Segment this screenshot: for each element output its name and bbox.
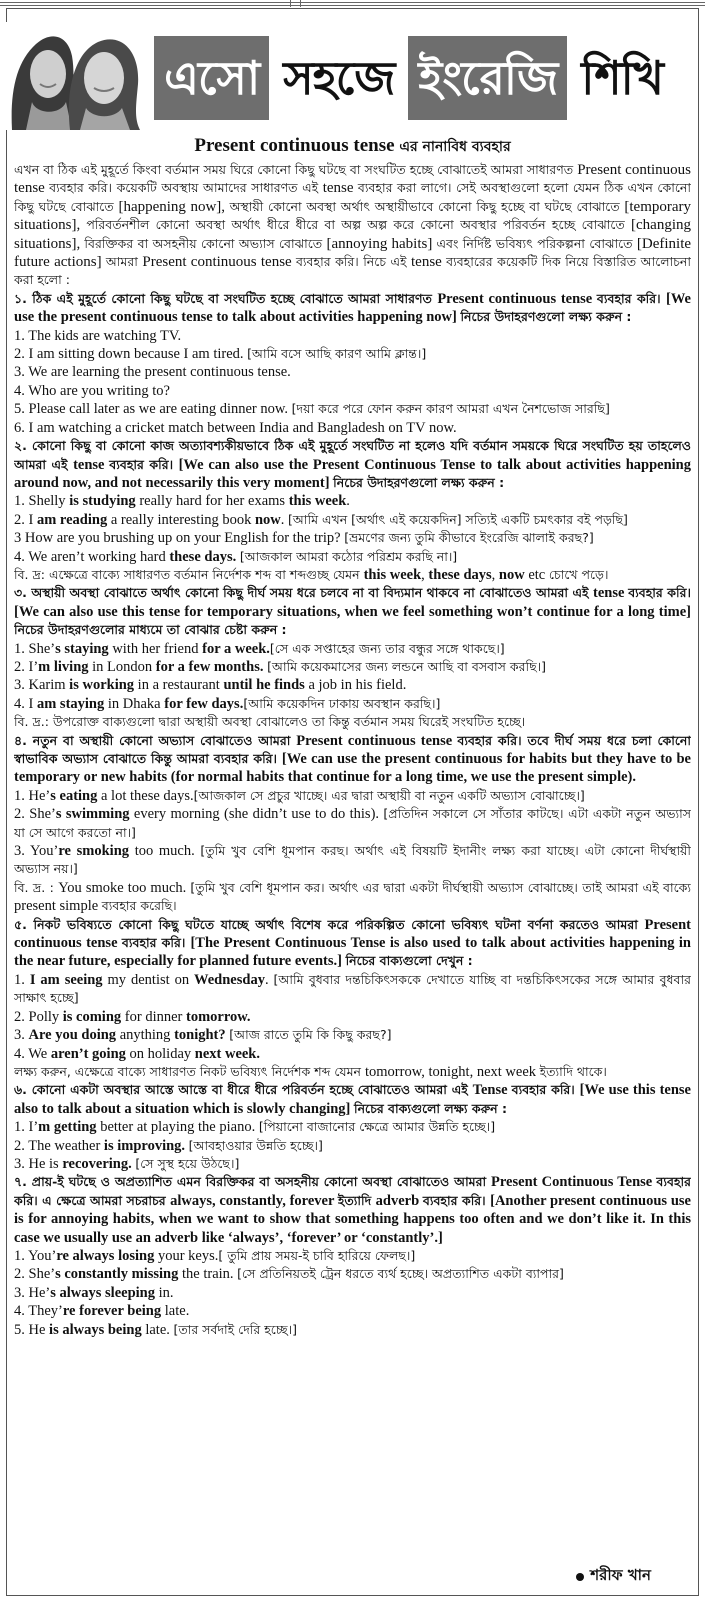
section-heading: [14, 916, 691, 971]
text-run: 2. She’: [14, 806, 56, 823]
text-run: Present continuous tense: [14, 162, 691, 197]
example-line: [14, 382, 691, 400]
text-run: ,: [421, 566, 429, 583]
text-run: [আমি বুধবার দন্তচিকিৎসককে দেখাতে যাচ্ছি বা দন্তচিকিৎসকের সঙ্গে আমার বুধবার সাক্ষাৎ হচ্ছে]: [14, 971, 691, 1006]
banner-word-4: শিখি: [571, 36, 673, 120]
section-heading: [14, 1081, 691, 1118]
example-line: [14, 327, 691, 345]
section-heading: [14, 1173, 691, 1247]
text-run: always, constantly, forever: [170, 1192, 338, 1209]
text-run: 6. I am watching a cricket match between India and Bangladesh on TV now.: [14, 419, 457, 436]
text-run: is improving.: [103, 1137, 186, 1154]
text-run: ৫. নিকট ভবিষ্যতে কোনো কিছু ঘটতে যাচ্ছে অর্থাৎ বিশেষ করে পরিকল্পিত কোনো ভবিষ্যৎ ঘটনা বর্ণনা করতেও আমরা: [14, 916, 645, 932]
title-bengali: এর নানাবিধ ব্যবহার: [399, 139, 511, 155]
text-run: [আজকাল সে প্রচুর খাচ্ছে। এর দ্বারা অস্থায়ী বা নতুন একটি অভ্যাস বোঝাচ্ছে।]: [193, 787, 585, 803]
text-run: for dinner: [121, 1008, 186, 1025]
text-run: aren’t going: [50, 1045, 126, 1062]
example-line: [14, 1155, 691, 1173]
example-line: [14, 419, 691, 437]
text-run: Tense: [472, 1082, 512, 1099]
text-run: now: [498, 566, 525, 583]
text-run: [We use this tense also to talk about a situation which is slowly changing]: [14, 1082, 691, 1117]
text-run: ব্যবহার করেছি।: [101, 898, 177, 914]
text-run: tense: [593, 585, 629, 602]
text-run: 3.: [14, 1027, 29, 1044]
text-run: [আমি এখন [অর্থাৎ এই কয়েকদিন] সত্যিই একটি চমৎকার বই পড়ছি]: [288, 511, 628, 527]
text-run: etc: [524, 566, 549, 583]
example-line: [14, 842, 691, 879]
text-run: 2. I am sitting down because I am tired.: [14, 346, 248, 363]
text-run: 1. Shelly: [14, 493, 70, 510]
text-run: your keys.: [154, 1247, 219, 1264]
text-run: লক্ষ্য করুন, এক্ষেত্রে বাক্যে সাধারণত নিকট ভবিষ্যৎ নির্দেশক শব্দ যেমন: [14, 1063, 365, 1079]
example-line: [14, 787, 691, 805]
text-run: these days.: [169, 548, 237, 565]
text-run: for a week.: [202, 640, 270, 657]
example-line: [14, 1284, 691, 1302]
example-line: [14, 971, 691, 1008]
text-run: next week.: [194, 1045, 261, 1062]
text-run: 4. We: [14, 1045, 51, 1062]
text-run: [আজকাল আমরা কঠোর পরিশ্রম করছি না।]: [239, 548, 458, 564]
text-run: 5. Please call later as we are eating dinner now.: [14, 401, 292, 418]
top-rule: [0, 2, 705, 6]
text-run: 3. We are learning the present continuous tense.: [14, 364, 291, 381]
text-run: 3. He’: [14, 1284, 51, 1301]
text-run: a job in his field.: [304, 677, 407, 694]
author-name: শরীফ খান: [590, 1566, 651, 1584]
text-run: is working: [69, 677, 135, 694]
text-run: ব্যবহার করি। এ ক্ষেত্রে আমরা সচরাচর: [14, 1174, 691, 1208]
text-run: 1.: [14, 971, 30, 988]
text-run: 5. He: [14, 1321, 50, 1338]
text-run: every morning (she didn’t use to do this).: [129, 806, 384, 823]
text-run: পরিবর্তনশীল কোনো অবস্থা অর্থাৎ ধীরে ধীরে বা অল্প অল্প করে কোনো অবস্থার পরিবর্তন হচ্ছে বোঝাতে: [86, 217, 632, 233]
text-run: s constantly missing: [55, 1266, 179, 1283]
example-line: [14, 1045, 691, 1063]
intro-paragraph: [14, 161, 691, 290]
text-run: my dentist on: [102, 971, 195, 988]
text-run: I am seeing: [29, 971, 103, 988]
text-run: 2. Polly: [14, 1008, 63, 1025]
text-run: [The Present Continuous Tense is also used to talk about activities happening in the near future, especially for planned future events.]: [14, 935, 691, 970]
example-line: [14, 1247, 691, 1265]
title-english: Present continuous tense: [194, 135, 395, 156]
text-run: বি. দ্র: এক্ষেত্রে বাক্যে সাধারণত বর্তমান নির্দেশক শব্দ বা শব্দগুচ্ছ যেমন: [14, 566, 364, 582]
section-heading: [14, 732, 691, 787]
text-run: a really interesting book: [107, 511, 255, 528]
example-line: [14, 805, 691, 842]
text-run: 1. He’: [14, 787, 51, 804]
text-run: tomorrow.: [185, 1008, 251, 1025]
article-body: [14, 134, 691, 1564]
text-run: আমরা: [105, 254, 143, 270]
text-run: ব্যবহার করি।: [121, 935, 191, 951]
text-run: [আমি বসে আছি কারণ আমি ক্লান্ত।]: [247, 346, 427, 362]
text-run: নিচের বাক্যগুলো দেখুন :: [345, 953, 473, 969]
text-run: [আবহাওয়ার উন্নতি হচ্ছে।]: [188, 1137, 323, 1153]
example-line: [14, 1302, 691, 1320]
text-run: am reading: [36, 511, 108, 528]
text-run: in London: [88, 658, 156, 675]
example-line: [14, 1265, 691, 1283]
text-run: ১. ঠিক এই মুহূর্তে কোনো কিছু ঘটছে বা সংঘটিত হচ্ছে বোঝাতে আমরা সাধারণত: [14, 290, 438, 306]
text-run: অস্থায়ী কোনো অবস্থা অর্থাৎ অস্থায়ীভাবে কোনো কিছু হচ্ছে বা ঘটছে বোঝাতে: [229, 198, 625, 214]
section-heading: [14, 290, 691, 327]
section-heading: [14, 437, 691, 492]
text-run: 4. We aren’t working hard: [14, 548, 170, 565]
text-run: ব্যবহার করি।: [628, 585, 691, 601]
text-run: ব্যবহার করি। তবে দীর্ঘ সময় ধরে চলা কোনো স্বাভাবিক অভ্যাস বোঝাতে কিন্তু আমরা ব্যবহার করি।: [14, 732, 691, 766]
text-run: নিচের উদাহরণগুলো লক্ষ্য করুন :: [460, 309, 632, 325]
text-run: [Another present continuous use is for annoying habits, when we want to show that something happens too often and we don’t like it. In this case we usually use an adverb like ‘always’, ‘forever’ or ‘constantly’.]: [14, 1192, 691, 1246]
text-run: 4. They’: [14, 1303, 63, 1320]
text-run: [We use the present continuous tense to talk about activities happening now]: [14, 290, 691, 326]
text-run: Present continuous tense: [437, 290, 597, 307]
text-run: 1. You’: [14, 1247, 57, 1264]
text-run: [আজ রাতে তুমি কি কিছু করছ?]: [229, 1027, 392, 1043]
text-run: too much.: [129, 843, 201, 860]
text-run: tense: [73, 456, 110, 473]
example-line: [14, 1063, 691, 1081]
text-run: these days: [428, 566, 492, 583]
banner-word-1: এসো: [154, 36, 269, 120]
text-run: recovering.: [62, 1155, 132, 1172]
example-line: [14, 548, 691, 566]
text-run: 4. Who are you writing to?: [14, 382, 170, 399]
section-heading: [14, 584, 691, 639]
text-run: ব্যবহার করি।: [511, 1082, 580, 1098]
text-run: বি. দ্র. :: [14, 879, 59, 895]
text-run: late.: [161, 1303, 190, 1320]
text-run: ব্যবহার করি। কয়েকটি অবস্থায় আমাদের সাধারণত এই: [49, 180, 323, 196]
text-run: এবং নির্দিষ্ট ভবিষ্যৎ পরিকল্পনা বোঝাতে: [436, 235, 637, 251]
text-run: better at playing the piano.: [96, 1119, 259, 1136]
text-run: this week: [363, 566, 422, 583]
text-run: [We can also use this tense for temporary situations, when we feel something won’t continue for a long time]: [14, 603, 691, 620]
example-line: [14, 676, 691, 694]
banner-word-3: ইংরেজি: [408, 36, 567, 120]
text-run: ৩. অস্থায়ী অবস্থা বোঝাতে অর্থাৎ কোনো কিছু দীর্ঘ সময় ধরে চলবে না বা বিদ্যমান থাকবে না বোঝাতেও আমরা এই: [14, 585, 594, 601]
example-line: [14, 713, 691, 731]
text-run: adverb: [375, 1192, 423, 1209]
text-run: am staying: [36, 695, 105, 712]
text-run: in a restaurant: [134, 677, 224, 694]
text-run: Present continuous tense: [14, 916, 691, 952]
text-run: এখন বা ঠিক এই মুহূর্তে কিংবা বর্তমান সময় ঘিরে কোনো কিছু ঘটছে বা সংঘটিত হচ্ছে বোঝাতেই আমরা সাধারণত: [14, 162, 578, 177]
text-run: .: [280, 511, 289, 528]
text-run: [ভ্রমণের জন্য তুমি কীভাবে ইংরেজি ঝালাই করছ?]: [344, 530, 594, 546]
text-run: [পিয়ানো বাজানোর ক্ষেত্রে আমার উন্নতি হচ্ছে।]: [258, 1119, 496, 1135]
header: [6, 12, 699, 130]
example-line: [14, 345, 691, 363]
text-run: ব্যবহারের কয়েকটি দিক নিয়ে বিস্তারিত আলোচনা করা হলো :: [14, 254, 691, 288]
text-run: .: [346, 493, 350, 510]
text-run: [সে প্রতিনিয়তই ট্রেন ধরতে ব্যর্থ হচ্ছে। অপ্রত্যাশিত একটা ব্যাপার]: [237, 1266, 564, 1282]
text-run: 3 How are you brushing up on your English for the trip?: [14, 530, 345, 547]
text-run: is studying: [69, 493, 136, 510]
text-run: is coming: [62, 1008, 122, 1025]
text-run: .: [264, 971, 274, 988]
text-run: [annoying habits]: [326, 235, 437, 252]
text-run: You smoke too much.: [58, 879, 191, 896]
example-line: [14, 1026, 691, 1044]
example-line: [14, 492, 691, 510]
text-run: the train.: [178, 1266, 238, 1283]
text-run: [ তুমি প্রায় সময়-ই চাবি হারিয়ে ফেলছ।]: [218, 1247, 416, 1263]
text-run: this week: [288, 493, 347, 510]
text-run: ব্যবহার করি।: [596, 290, 667, 306]
text-run: [changing situations],: [14, 217, 691, 252]
example-line: [14, 695, 691, 713]
example-line: [14, 1137, 691, 1155]
text-run: ২. কোনো কিছু বা কোনো কাজ অত্যাবশ্যকীয়ভাবে ঠিক এই মুহূর্তে সংঘটিত না হলেও যদি বর্তমান সময়কে ঘিরে সংঘটিত হয় তাহলেও আমরা এই: [14, 438, 691, 472]
text-run: Present continuous tense: [142, 254, 296, 271]
text-run: [সে সুস্থ হয়ে উঠছে।]: [135, 1155, 240, 1171]
text-run: 4. I: [14, 695, 37, 712]
text-run: on holiday: [125, 1045, 195, 1062]
text-run: late.: [141, 1321, 174, 1338]
text-run: present simple: [14, 898, 102, 915]
text-run: ৬. কোনো একটা অবস্থার আস্তে আস্তে বা ধীরে ধীরে পরিবর্তন হচ্ছে বোঝাতেও আমরা এই: [14, 1082, 473, 1098]
example-line: [14, 1008, 691, 1026]
text-run: in.: [155, 1284, 174, 1301]
text-run: ৪. নতুন বা অস্থায়ী কোনো অভ্যাস বোঝাতেও আমরা: [14, 732, 297, 748]
text-run: বি. দ্র.: উপরোক্ত বাক্যগুলো দ্বারা অস্থায়ী অবস্থা বোঝালেও তা কিন্তু বর্তমান সময় ঘিরেই সংঘটিত হচ্ছে।: [14, 714, 526, 730]
text-run: ইত্যাদি: [337, 1192, 376, 1208]
text-run: tense: [322, 180, 358, 197]
text-run: ব্যবহার করি।: [422, 1192, 491, 1208]
text-run: 2. I: [14, 511, 37, 528]
text-run: now: [254, 511, 281, 528]
text-run: tonight?: [174, 1027, 226, 1044]
text-run: for few days.: [164, 695, 244, 712]
text-run: [temporary situations],: [14, 198, 691, 234]
text-run: ইত্যাদি থাকে।: [539, 1063, 607, 1079]
top-rule-tick: [300, 0, 301, 7]
text-run: Present Continuous Tense: [491, 1174, 657, 1191]
example-line: [14, 640, 691, 658]
text-run: really hard for her exams: [135, 493, 289, 510]
text-run: Are you doing: [28, 1027, 117, 1044]
text-run: m living: [38, 658, 89, 675]
text-run: anything: [116, 1027, 175, 1044]
example-line: [14, 400, 691, 418]
text-run: [আমি কয়েকদিন ঢাকায় অবস্থান করছি।]: [243, 695, 441, 711]
text-run: ,: [491, 566, 499, 583]
example-line: [14, 363, 691, 381]
bullet-icon: [576, 1573, 584, 1581]
text-run: a lot these days.: [97, 787, 194, 804]
text-run: 1. She’: [14, 640, 56, 657]
text-run: ৭. প্রায়-ই ঘটছে ও অপ্রত্যাশিত এমন বিরক্তিকর বা অসহনীয় কোনো অবস্থা বোঝাতেও আমরা: [14, 1174, 492, 1190]
example-line: [14, 879, 691, 916]
text-run: is always being: [49, 1321, 142, 1338]
text-run: [We can also use the Present Continuous Tense to talk about activities happening around now, and not necessarily this very moment]: [14, 456, 691, 491]
text-run: ব্যবহার করি। নিচে এই: [295, 254, 412, 270]
text-run: m getting: [38, 1119, 97, 1136]
text-run: [Definite future actions]: [14, 235, 691, 271]
two-girls-photo: [6, 22, 144, 130]
text-run: নিচের বাক্যগুলো লক্ষ্য করুন :: [354, 1100, 507, 1116]
text-run: re smoking: [58, 843, 130, 860]
text-run: 3. You’: [14, 843, 59, 860]
text-run: [We can use the present continuous for habits but they have to be temporary or new habits (for normal habits that continue for a long time, we use the present simple).: [14, 751, 691, 786]
text-run: 2. I’: [14, 658, 39, 675]
text-run: নিচের উদাহরণগুলো লক্ষ্য করুন :: [333, 474, 505, 490]
text-run: ব্যবহার করা লাগে। সেই অবস্থাগুলো হলো যেমন ঠিক এখন কোনো কিছু ঘটছে বোঝাতে: [14, 180, 691, 214]
text-run: [দয়া করে পরে ফোন করুন কারণ আমরা এখন নৈশভোজ সারছি]: [291, 401, 610, 417]
text-run: until he finds: [223, 677, 305, 694]
text-run: চোখে পড়ে।: [548, 566, 609, 582]
example-line: [14, 1118, 691, 1136]
text-run: 1. The kids are watching TV.: [14, 327, 182, 344]
example-line: [14, 566, 691, 584]
banner-word-2: সহজে: [273, 36, 404, 120]
text-run: ব্যবহার করি।: [109, 456, 179, 472]
text-run: [সে এক সপ্তাহের জন্য তার বন্ধুর সঙ্গে থাকছে।]: [269, 640, 505, 656]
text-run: s always sleeping: [50, 1284, 155, 1301]
text-run: re forever being: [62, 1303, 162, 1320]
text-run: [প্রতিদিন সকালে সে সাঁতার কাটছে। এটা একটা নতুন অভ্যাস যা সে আগে করতো না।]: [14, 806, 691, 840]
text-run: 1. I’: [14, 1119, 39, 1136]
article-sections: [14, 290, 691, 1339]
example-line: [14, 658, 691, 676]
text-run: in Dhaka: [104, 695, 165, 712]
text-run: for a few months.: [155, 658, 264, 675]
text-run: [তুমি খুব বেশি ধূমপান কর। অর্থাৎ এর দ্বারা একটা দীর্ঘস্থায়ী অভ্যাস বোঝাচ্ছে। তাই আমরা এই বাক্যে: [190, 879, 691, 895]
text-run: 3. He is: [14, 1155, 63, 1172]
text-run: tense: [411, 254, 447, 271]
top-rule-tick: [290, 0, 291, 7]
text-run: 3. Karim: [14, 677, 70, 694]
author-signature: [576, 1564, 651, 1589]
text-run: Present continuous tense: [296, 732, 458, 749]
title-banner: [154, 36, 673, 120]
text-run: [তার সর্বদাই দেরি হচ্ছে।]: [173, 1321, 297, 1337]
text-run: বিরক্তিকর বা অসহনীয় কোনো অভ্যাস বোঝাতে: [84, 235, 327, 251]
example-line: [14, 1321, 691, 1339]
text-run: [happening now],: [118, 198, 230, 215]
text-run: s swimming: [55, 806, 130, 823]
text-run: Wednesday: [194, 971, 265, 988]
text-run: নিচের উদাহরণগুলোর মাধ্যমে তা বোঝার চেষ্টা করুন :: [14, 622, 287, 638]
text-run: s eating: [50, 787, 98, 804]
text-run: s staying: [55, 640, 109, 657]
text-run: [তুমি খুব বেশি ধূমপান করছ। অর্থাৎ এই বিষয়টি ইদানীং লক্ষ্য করা যাচ্ছে। এটা কোনো দীর্ঘস্থায়ী অভ্যাস নয়।]: [14, 843, 691, 877]
text-run: with her friend: [108, 640, 203, 657]
text-run: [আমি কয়েকমাসের জন্য লন্ডনে আছি বা বসবাস করছি।]: [267, 658, 547, 674]
text-run: tomorrow, tonight, next week: [365, 1063, 540, 1080]
example-line: [14, 511, 691, 529]
example-line: [14, 529, 691, 547]
text-run: 2. She’: [14, 1266, 56, 1283]
text-run: re always losing: [56, 1247, 155, 1264]
article-title: [14, 134, 691, 159]
text-run: 2. The weather: [14, 1137, 104, 1154]
